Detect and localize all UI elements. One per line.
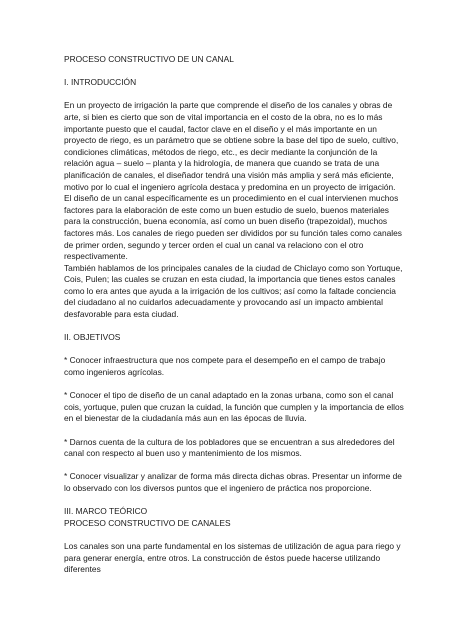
spacer [64, 344, 408, 356]
section-heading-introduccion: I. INTRODUCCIÓN [64, 77, 137, 88]
intro-paragraph-3: También hablamos de los principales canales de la ciudad de Chiclayo como son Yortuque, Cois, Pulen; las cuales se cruzan en esta ciudad, la importancia que tienes estos canales como lo era antes que ayuda a la irrigación de los cultivos; así como la faltade conciencia del ciudadano al no cuidarlos adecuadamente y provocando así un impacto ambiental desfavorable para esta ciudad. [64, 262, 403, 320]
spacer [64, 495, 408, 507]
intro-paragraph-1: En un proyecto de irrigación la parte que comprende el diseño de los canales y obras de arte, si bien es cierto que son de vital importancia en el costo de la obra, no es lo más importante puesto que el caudal, factor clave en el diseño y el más importante en un proyecto de riego, es un parámetro que se obtiene sobre la base del tipo de suelo, cultivo, condiciones climáticas, métodos de riego, etc., es decir mediante la conjunción de la relación agua – suelo – planta y la hidrología, de manera que cuando se trata de una planificación de canales, el diseñador tendrá una visión más amplia y será más eficiente, motivo por lo cual el ingeniero agrícola destaca y predomina en un proyecto de irrigación. [64, 100, 399, 192]
objective-item-1: * Conocer infraestructura que nos compete para el desempeño en el campo de trabajo como ingenieros agrícolas. [64, 355, 386, 378]
section-heading-objetivos: II. OBJETIVOS [64, 332, 121, 343]
spacer [64, 460, 408, 472]
spacer [64, 89, 408, 101]
theory-paragraph-1: Los canales son una parte fundamental en los sistemas de utilización de agua para riego y para generar energía, entre otros. La construcción de éstos puede hacerse utilizando diferentes [64, 540, 401, 575]
document-title: PROCESO CONSTRUCTIVO DE UN CANAL [64, 54, 234, 64]
spacer [64, 321, 408, 333]
section-subheading-proceso: PROCESO CONSTRUCTIVO DE CANALES [64, 517, 231, 528]
spacer [64, 529, 408, 541]
spacer [64, 66, 408, 78]
section-heading-marco-teorico: III. MARCO TEÓRICO [64, 506, 148, 517]
spacer [64, 425, 408, 437]
intro-paragraph-2: El diseño de un canal específicamente es un procedimiento en el cual intervienen muchos factores para la elaboración de este como un buen estudio de suelo, buenos materiales para la construcción, buena economía, así como un buen diseño (trapezoidal), muchos factores más. Los canales de riego pueden ser divididos por su función tales como canales de primer orden, segundo y tercer orden el cual un canal va relaciono con el otro respectivamente. [64, 193, 402, 262]
spacer [64, 379, 408, 391]
objective-item-2: * Conocer el tipo de diseño de un canal adaptado en la zonas urbana, como son el canal cois, yortuque, pulen que cruzan la cuidad, la función que cumplen y la importancia de ellos en el bienestar de la ciudadanía más aun en las épocas de lluvia. [64, 390, 404, 424]
objective-item-3: * Darnos cuenta de la cultura de los pobladores que se encuentran a sus alrededores del canal con respecto al buen uso y mantenimiento de los mismos. [64, 436, 395, 459]
objective-item-4: * Conocer visualizar y analizar de forma más directa dichas obras. Presentar un informe de lo observado con los diversos puntos que el ingeniero de práctica nos proporcione. [64, 471, 402, 493]
